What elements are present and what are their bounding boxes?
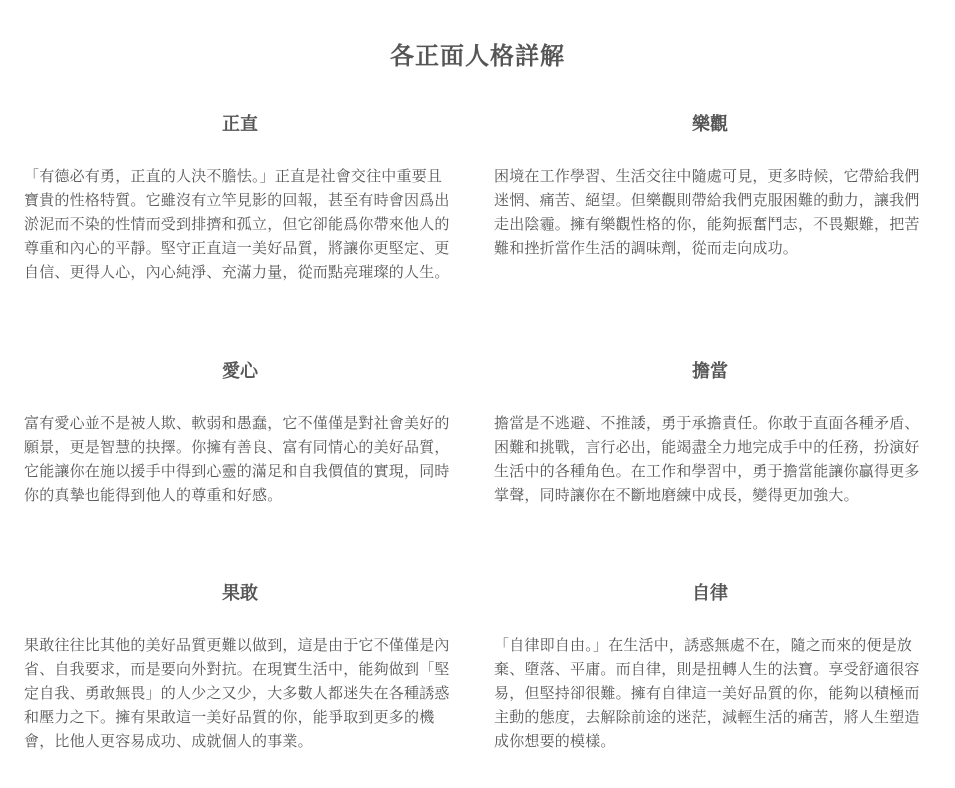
section-body: 「自律即自由。」在生活中，誘惑無處不在，隨之而來的便是放棄、墮落、平庸。而自律，則是扭轉人生的法寶。享受舒適很容易，但堅持卻很難。擁有自律這一美好品質的你，能夠以積極而主動的態度，去解除前途的迷茫，減輕生活的痛苦，將人生塑造成你想要的模樣。: [494, 636, 920, 750]
section-body: 「有德必有勇，正直的人決不膽怯。」正直是社會交往中重要且寶貴的性格特質。它雖沒有立竿見影的回報，甚至有時會因爲出淤泥而不染的性情而受到排擠和孤立，但它卻能爲你帶來他人的尊重和內心的平靜。堅守正直這一美好品質，將讓你更堅定、更自信、更得人心，內心純淨、充滿力量，從而點亮璀璨的人生。: [24, 167, 450, 281]
section-body: 困境在工作學習、生活交往中隨處可見，更多時候，它帶給我們迷惘、痛苦、絕望。但樂觀則帶給我們克服困難的動力，讓我們走出陰霾。擁有樂觀性格的你，能夠振奮鬥志，不畏艱難，把苦難和挫折當作生活的調味劑，從而走向成功。: [494, 167, 920, 257]
section-compassion: [24, 359, 456, 507]
section-responsibility: [494, 359, 926, 507]
page-title: 各正面人格詳解: [390, 42, 565, 70]
section-heading: 擔當: [692, 361, 728, 382]
section-self-discipline: [494, 581, 926, 753]
section-integrity: [24, 112, 456, 284]
section-heading: 果敢: [222, 583, 258, 604]
section-decisiveness: [24, 581, 456, 753]
section-optimism: [494, 112, 926, 260]
section-body: 富有愛心並不是被人欺、軟弱和愚蠢，它不僅僅是對社會美好的願景，更是智慧的抉擇。你擁有善良、富有同情心的美好品質，它能讓你在施以援手中得到心靈的滿足和自我價值的實現，同時你的真摯也能得到他人的尊重和好感。: [24, 414, 450, 504]
section-heading: 樂觀: [692, 114, 728, 135]
section-heading: 自律: [692, 583, 728, 604]
section-body: 果敢往往比其他的美好品質更難以做到，這是由于它不僅僅是內省、自我要求，而是要向外對抗。在現實生活中，能夠做到「堅定自我、勇敢無畏」的人少之又少，大多數人都迷失在各種誘惑和壓力之下。擁有果敢這一美好品質的你，能爭取到更多的機會，比他人更容易成功、成就個人的事業。: [24, 636, 450, 750]
section-body: 擔當是不逃避、不推諉，勇于承擔責任。你敢于直面各種矛盾、困難和挑戰，言行必出，能竭盡全力地完成手中的任務，扮演好生活中的各種角色。在工作和學習中，勇于擔當能讓你贏得更多掌聲，同時讓你在不斷地磨練中成長，變得更加強大。: [494, 414, 920, 504]
section-heading: 正直: [222, 114, 258, 135]
section-heading: 愛心: [222, 361, 258, 382]
